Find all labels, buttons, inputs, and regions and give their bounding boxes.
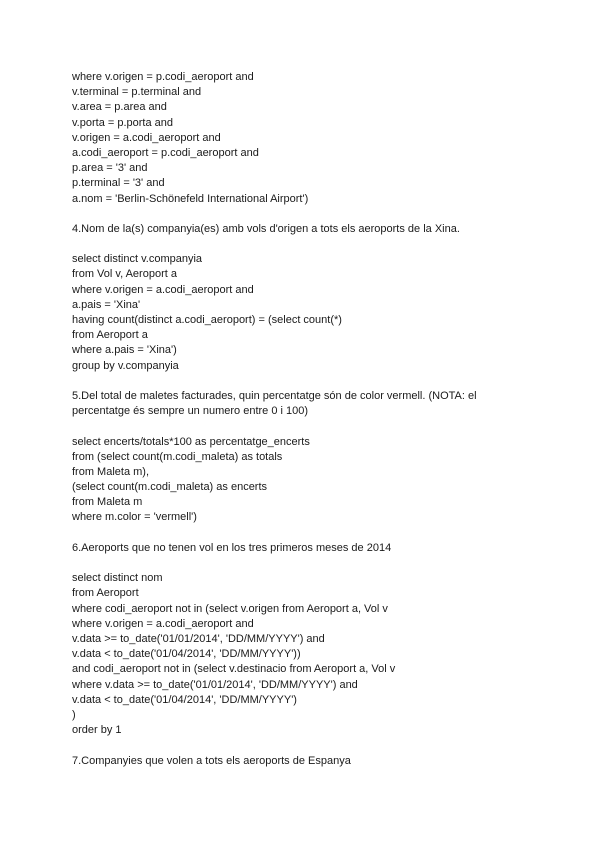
question-5-heading-line: 5.Del total de maletes facturades, quin percentatge són de color vermell. (NOTA: el [72,389,477,402]
sql-line: v.area = p.area and [72,101,167,114]
sql-line: where v.origen = a.codi_aeroport and [72,617,254,630]
sql-line: where v.origen = p.codi_aeroport and [72,71,254,83]
sql-line: a.pais = 'Xina' [72,298,141,311]
sql-line: select encerts/totals*100 as percentatge_encerts [72,435,310,448]
sql-line: (select count(m.codi_maleta) as encerts [72,481,268,494]
sql-line: p.terminal = '3' and [72,177,165,190]
question-6-sql [72,571,572,738]
sql-line: where codi_aeroport not in (select v.origen from Aeroport a, Vol v [72,602,388,615]
question-6-heading: 6.Aeroports que no tenen vol en los tres primeros meses de 2014 [72,541,392,554]
sql-line: having count(distinct a.codi_aeroport) = (select count(*) [72,314,342,327]
sql-line: a.codi_aeroport = p.codi_aeroport and [72,146,259,159]
sql-line: from Aeroport [72,587,139,600]
sql-line: from (select count(m.codi_maleta) as totals [72,450,283,463]
sql-line: and codi_aeroport not in (select v.destinacio from Aeroport a, Vol v [72,663,396,676]
sql-line: v.data >= to_date('01/01/2014', 'DD/MM/YYYY') and [72,633,325,645]
question-4-heading: 4.Nom de la(s) companyia(es) amb vols d'origen a tots els aeroports de la Xina. [72,222,460,235]
sql-block-previous [72,70,572,207]
sql-line: a.nom = 'Berlin-Schönefeld International Airport') [72,192,309,205]
question-5-heading [72,389,572,419]
question-5-heading-line: percentatge és sempre un numero entre 0 i 100) [72,405,309,418]
sql-line: select distinct nom [72,572,163,585]
sql-line: v.origen = a.codi_aeroport and [72,131,221,144]
sql-line: select distinct v.companyia [72,253,203,266]
sql-line: where v.data >= to_date('01/01/2014', 'DD/MM/YYYY') and [72,678,358,691]
sql-line: where m.color = 'vermell') [72,511,197,524]
sql-line: v.terminal = p.terminal and [72,86,202,99]
sql-line: v.data < to_date('01/04/2014', 'DD/MM/YYYY')) [72,648,301,661]
sql-line: v.data < to_date('01/04/2014', 'DD/MM/YYYY') [72,693,297,706]
sql-line: group by v.companyia [72,359,179,372]
document-page [72,70,572,769]
sql-line: where v.origen = a.codi_aeroport and [72,283,254,296]
sql-line: from Maleta m), [72,465,150,478]
sql-line: where a.pais = 'Xina') [72,344,177,357]
sql-line: order by 1 [72,724,122,737]
sql-line: from Aeroport a [72,329,148,342]
sql-line: p.area = '3' and [72,162,148,175]
sql-line: from Vol v, Aeroport a [72,268,177,281]
sql-line: v.porta = p.porta and [72,116,174,129]
question-4-sql [72,252,572,374]
sql-line: ) [72,708,76,721]
question-7-heading: 7.Companyies que volen a tots els aeroports de Espanya [72,754,351,767]
sql-line: from Maleta m [72,496,143,509]
question-5-sql [72,435,572,526]
